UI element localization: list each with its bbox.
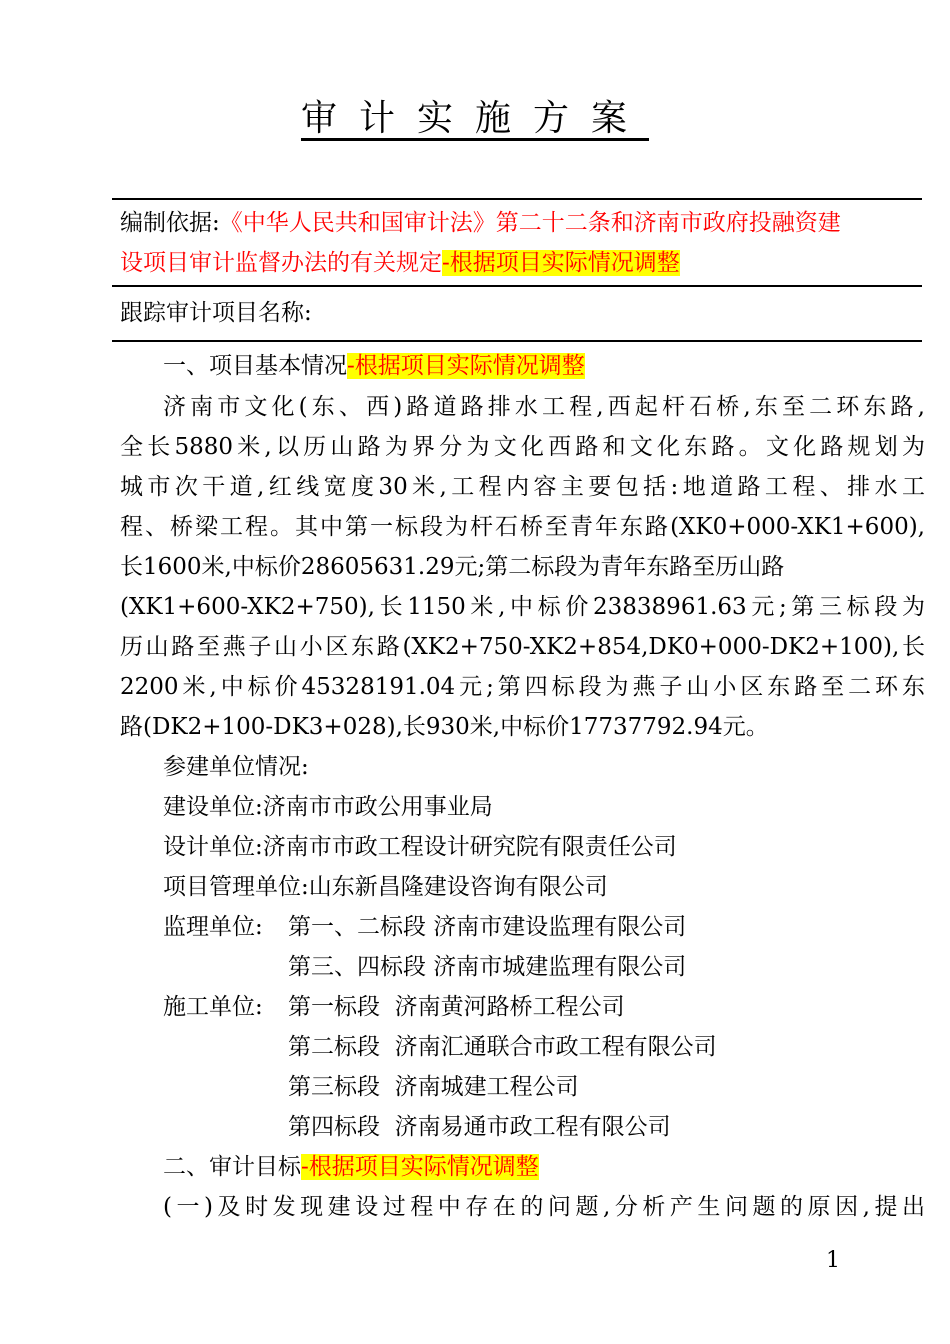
supervision-label: 监理单位: xyxy=(163,914,263,940)
basis-text-1: 《中华人民共和国审计法》第二十二条和济南市政府投融资建 xyxy=(219,210,841,236)
units-heading: 参建单位情况: xyxy=(163,754,309,780)
build-unit: 建设单位:济南市市政公用事业局 xyxy=(163,794,493,820)
page-number: 1 xyxy=(826,1248,840,1273)
mgmt-unit: 项目管理单位:山东新昌隆建设咨询有限公司 xyxy=(163,874,608,900)
paragraph-line: 路(DK2+100-DK3+028),长930米,中标价17737792.94元。 xyxy=(120,714,769,740)
construction-item: 第一标段 济南黄河路桥工程公司 xyxy=(288,994,625,1020)
basis-label: 编制依据: xyxy=(120,210,220,236)
paragraph-line: 长1600米,中标价28605631.29元;第二标段为青年东路至历山路 xyxy=(120,554,785,580)
design-unit: 设计单位:济南市市政工程设计研究院有限责任公司 xyxy=(163,834,677,860)
supervision-item: 第三、四标段 济南市城建监理有限公司 xyxy=(288,954,687,980)
basis-line-2 xyxy=(120,247,925,279)
project-name-label: 跟踪审计项目名称: xyxy=(120,300,312,326)
paragraph-line: 历山路至燕子山小区东路(XK2+750-XK2+854,DK0+000-DK2+100),长 xyxy=(120,634,925,660)
construction-item: 第三标段 济南城建工程公司 xyxy=(288,1074,579,1100)
paragraph-line: 全长5880米,以历山路为界分为文化西路和文化东路。文化路规划为 xyxy=(120,434,925,460)
middle-rule xyxy=(112,285,922,287)
basis-note: -根据项目实际情况调整 xyxy=(442,250,680,276)
paragraph-line: 2200米,中标价45328191.04元;第四标段为燕子山小区东路至二环东 xyxy=(120,674,925,700)
construction-label: 施工单位: xyxy=(163,994,263,1020)
basis-line-1 xyxy=(120,207,925,239)
paragraph-line: 程、桥梁工程。其中第一标段为杆石桥至青年东路(XK0+000-XK1+600), xyxy=(120,514,925,540)
bottom-rule xyxy=(112,340,922,342)
section2-heading: 二、审计目标-根据项目实际情况调整 xyxy=(163,1154,539,1180)
section2-item-1: (一)及时发现建设过程中存在的问题,分析产生问题的原因,提出 xyxy=(163,1194,925,1220)
basis-text-2: 设项目审计监督办法的有关规定 xyxy=(120,250,442,276)
paragraph-line: 城市次干道,红线宽度30米,工程内容主要包括:地道路工程、排水工 xyxy=(120,474,925,500)
construction-item: 第二标段 济南汇通联合市政工程有限公司 xyxy=(288,1034,717,1060)
document-title: 审计实施方案 xyxy=(300,98,649,139)
top-rule xyxy=(112,198,922,200)
section2-note: -根据项目实际情况调整 xyxy=(301,1154,539,1180)
section1-heading: 一、项目基本情况-根据项目实际情况调整 xyxy=(163,353,585,379)
supervision-item: 第一、二标段 济南市建设监理有限公司 xyxy=(288,914,687,940)
paragraph-line: 济南市文化(东、西)路道路排水工程,西起杆石桥,东至二环东路, xyxy=(163,394,925,420)
construction-item: 第四标段 济南易通市政工程有限公司 xyxy=(288,1114,671,1140)
paragraph-line: (XK1+600-XK2+750),长1150米,中标价23838961.63元;第三标段为 xyxy=(120,594,925,620)
section1-note: -根据项目实际情况调整 xyxy=(347,353,585,379)
